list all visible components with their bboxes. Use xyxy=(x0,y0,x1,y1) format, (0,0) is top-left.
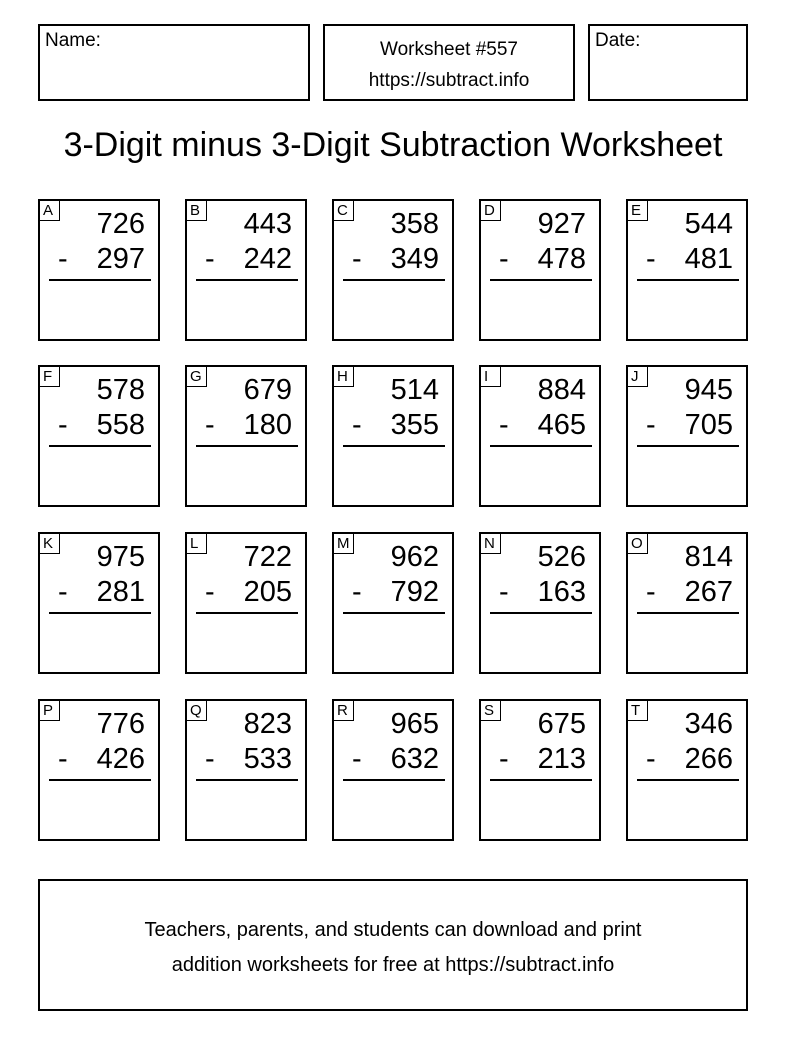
subtrahend: 266 xyxy=(684,743,733,775)
minuend: 975 xyxy=(96,541,145,573)
problem-card xyxy=(479,532,601,674)
problem-letter: F xyxy=(39,366,60,387)
problem-card xyxy=(626,199,748,341)
answer-line xyxy=(637,612,739,614)
subtrahend: 163 xyxy=(537,576,586,608)
minuend: 962 xyxy=(390,541,439,573)
minus-sign: - xyxy=(58,409,68,441)
minuend: 443 xyxy=(243,208,292,240)
answer-line xyxy=(343,779,445,781)
footer-line-2: addition worksheets for free at https://subtract.info xyxy=(171,954,615,976)
answer-line xyxy=(49,279,151,281)
problem-card xyxy=(479,699,601,841)
problem-letter: P xyxy=(39,700,60,721)
footer-line-1: Teachers, parents, and students can download and print xyxy=(144,919,642,941)
problem-letter: O xyxy=(627,533,648,554)
subtrahend: 465 xyxy=(537,409,586,441)
subtrahend: 267 xyxy=(684,576,733,608)
answer-line xyxy=(343,279,445,281)
problem-card xyxy=(38,199,160,341)
problem-letter: E xyxy=(627,200,648,221)
minus-sign: - xyxy=(205,743,215,775)
problem-card xyxy=(185,699,307,841)
minus-sign: - xyxy=(58,743,68,775)
problem-card xyxy=(38,365,160,507)
problem-card xyxy=(185,199,307,341)
problem-letter: I xyxy=(480,366,501,387)
subtrahend: 792 xyxy=(390,576,439,608)
minus-sign: - xyxy=(205,409,215,441)
minuend: 675 xyxy=(537,708,586,740)
problem-letter: M xyxy=(333,533,354,554)
subtrahend: 205 xyxy=(243,576,292,608)
minuend: 358 xyxy=(390,208,439,240)
problem-letter: J xyxy=(627,366,648,387)
minus-sign: - xyxy=(646,743,656,775)
worksheet-url: https://subtract.info xyxy=(368,70,530,91)
minus-sign: - xyxy=(58,576,68,608)
answer-line xyxy=(490,445,592,447)
minus-sign: - xyxy=(646,243,656,275)
name-box[interactable] xyxy=(38,24,310,101)
problem-letter: L xyxy=(186,533,207,554)
problem-card xyxy=(479,199,601,341)
problem-card xyxy=(38,532,160,674)
subtrahend: 426 xyxy=(96,743,145,775)
subtrahend: 558 xyxy=(96,409,145,441)
minus-sign: - xyxy=(352,743,362,775)
answer-line xyxy=(637,779,739,781)
subtrahend: 349 xyxy=(390,243,439,275)
answer-line xyxy=(49,612,151,614)
minus-sign: - xyxy=(499,743,509,775)
minuend: 814 xyxy=(684,541,733,573)
worksheet-number: Worksheet #557 xyxy=(379,39,518,60)
minus-sign: - xyxy=(205,576,215,608)
problem-card xyxy=(185,532,307,674)
answer-line xyxy=(49,779,151,781)
answer-line xyxy=(196,779,298,781)
subtrahend: 355 xyxy=(390,409,439,441)
problem-card xyxy=(626,532,748,674)
problem-letter: H xyxy=(333,366,354,387)
minus-sign: - xyxy=(499,409,509,441)
minuend: 578 xyxy=(96,374,145,406)
problem-letter: K xyxy=(39,533,60,554)
answer-line xyxy=(49,445,151,447)
problem-letter: S xyxy=(480,700,501,721)
problem-card xyxy=(332,199,454,341)
minuend: 526 xyxy=(537,541,586,573)
minus-sign: - xyxy=(646,576,656,608)
minuend: 346 xyxy=(684,708,733,740)
subtrahend: 213 xyxy=(537,743,586,775)
subtrahend: 297 xyxy=(96,243,145,275)
problem-card xyxy=(626,365,748,507)
answer-line xyxy=(490,612,592,614)
subtrahend: 281 xyxy=(96,576,145,608)
problem-letter: A xyxy=(39,200,60,221)
date-box[interactable] xyxy=(588,24,748,101)
minus-sign: - xyxy=(352,576,362,608)
answer-line xyxy=(490,779,592,781)
problem-letter: R xyxy=(333,700,354,721)
minuend: 544 xyxy=(684,208,733,240)
answer-line xyxy=(196,612,298,614)
subtrahend: 705 xyxy=(684,409,733,441)
problem-letter: N xyxy=(480,533,501,554)
subtrahend: 632 xyxy=(390,743,439,775)
problem-letter: D xyxy=(480,200,501,221)
minuend: 679 xyxy=(243,374,292,406)
answer-line xyxy=(637,445,739,447)
subtrahend: 242 xyxy=(243,243,292,275)
problem-card xyxy=(479,365,601,507)
problem-letter: B xyxy=(186,200,207,221)
answer-line xyxy=(637,279,739,281)
minuend: 776 xyxy=(96,708,145,740)
minus-sign: - xyxy=(58,243,68,275)
answer-line xyxy=(343,612,445,614)
problem-letter: G xyxy=(186,366,207,387)
answer-line xyxy=(490,279,592,281)
subtrahend: 481 xyxy=(684,243,733,275)
minus-sign: - xyxy=(499,243,509,275)
minuend: 722 xyxy=(243,541,292,573)
problem-card xyxy=(38,699,160,841)
minuend: 884 xyxy=(537,374,586,406)
minus-sign: - xyxy=(352,243,362,275)
answer-line xyxy=(196,445,298,447)
problem-card xyxy=(626,699,748,841)
problem-card xyxy=(332,699,454,841)
minuend: 514 xyxy=(390,374,439,406)
minus-sign: - xyxy=(499,576,509,608)
problem-card xyxy=(332,532,454,674)
minuend: 927 xyxy=(537,208,586,240)
problem-letter: C xyxy=(333,200,354,221)
minus-sign: - xyxy=(646,409,656,441)
problem-letter: T xyxy=(627,700,648,721)
worksheet-info-box xyxy=(323,24,575,101)
minuend: 965 xyxy=(390,708,439,740)
minuend: 945 xyxy=(684,374,733,406)
problem-card xyxy=(332,365,454,507)
answer-line xyxy=(196,279,298,281)
minus-sign: - xyxy=(352,409,362,441)
name-label: Name: xyxy=(45,30,101,51)
minuend: 726 xyxy=(96,208,145,240)
subtrahend: 478 xyxy=(537,243,586,275)
footer-box xyxy=(38,879,748,1011)
problem-letter: Q xyxy=(186,700,207,721)
subtrahend: 533 xyxy=(243,743,292,775)
problem-card xyxy=(185,365,307,507)
page-title: 3-Digit minus 3-Digit Subtraction Worksheet xyxy=(63,126,723,164)
subtrahend: 180 xyxy=(243,409,292,441)
answer-line xyxy=(343,445,445,447)
date-label: Date: xyxy=(595,30,641,51)
minus-sign: - xyxy=(205,243,215,275)
minuend: 823 xyxy=(243,708,292,740)
